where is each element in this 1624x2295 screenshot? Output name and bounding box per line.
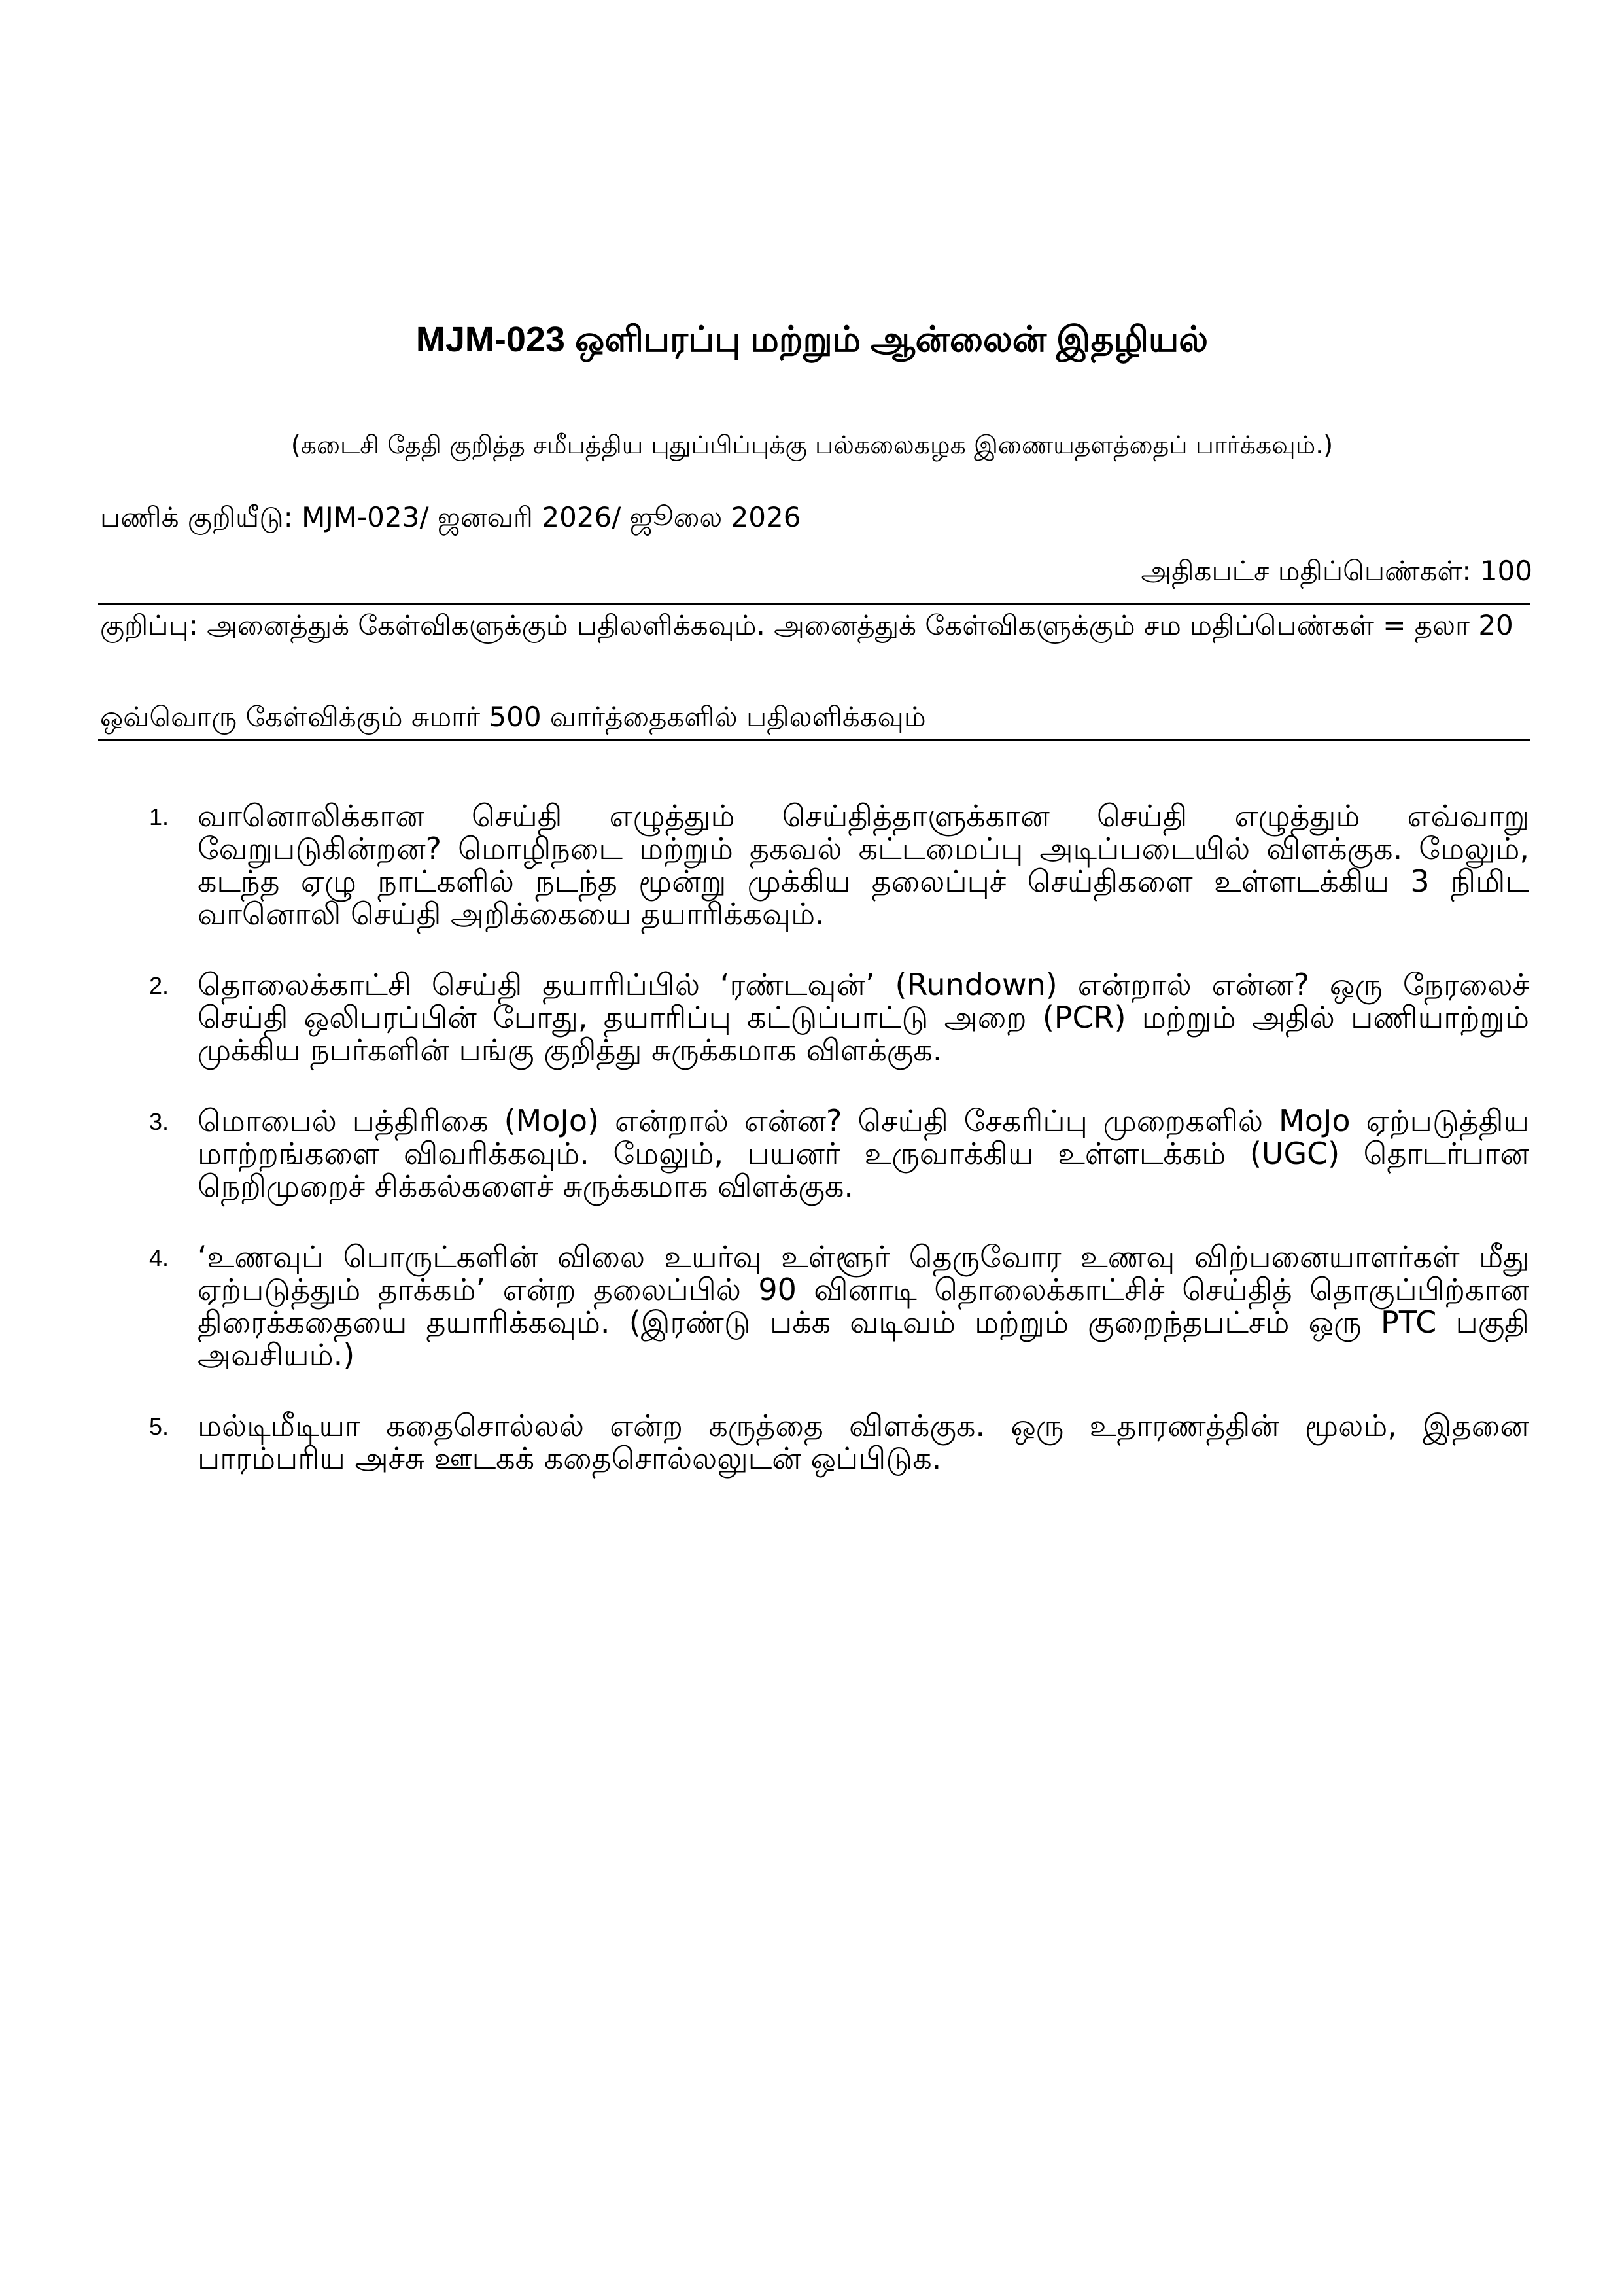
- question-number: 1.: [149, 803, 169, 830]
- question-item-2: [0, 968, 1624, 1066]
- question-number: 4.: [149, 1244, 169, 1271]
- deadline-note: (கடைசி தேதி குறித்த சமீபத்திய புதுப்பிப்புக்கு பல்கலைகழக இணையதளத்தைப் பார்க்கவும்.): [290, 430, 1334, 459]
- assignment-code: பணிக் குறியீடு: MJM-023/ ஜனவரி 2026/ ஜூலை 2026: [100, 501, 801, 533]
- question-number: 2.: [149, 972, 169, 999]
- instructions-note: குறிப்பு: அனைத்துக் கேள்விகளுக்கும் பதிலளிக்கவும். அனைத்துக் கேள்விகளுக்கும் சம மதிப்பெண்கள் = தலா 20: [100, 609, 1513, 641]
- question-item-4: [0, 1240, 1624, 1371]
- question-list: [0, 799, 1624, 1513]
- top-divider: [98, 603, 1530, 605]
- max-marks: அதிகபட்ச மதிப்பெண்கள்: 100: [1141, 555, 1532, 587]
- question-text: மல்டிமீடியா கதைசொல்லல் என்ற கருத்தை விளக்குக. ஒரு உதாரணத்தின் மூலம், இதனை பாரம்பரிய அச்சு ஊடகக் கதைசொல்லலுடன் ஒப்பிடுக.: [198, 1408, 1529, 1476]
- question-item-3: [0, 1104, 1624, 1202]
- question-item-5: [0, 1409, 1624, 1475]
- word-limit-note: ஒவ்வொரு கேள்விக்கும் சுமார் 500 வார்த்தைகளில் பதிலளிக்கவும்: [100, 701, 926, 733]
- question-number: 3.: [149, 1108, 169, 1135]
- question-text: தொலைக்காட்சி செய்தி தயாரிப்பில் ‘ரண்டவுன்’ (Rundown) என்றால் என்ன? ஒரு நேரலைச் செய்தி ஒலிபரப்பின் போது, தயாரிப்பு கட்டுப்பாட்டு அறை (PCR) மற்றும் அதில் பணியாற்றும் முக்கிய நபர்களின் பங்கு குறித்து சுருக்கமாக விளக்குக.: [198, 967, 1530, 1068]
- question-item-1: [0, 799, 1624, 930]
- question-number: 5.: [149, 1413, 169, 1440]
- question-text: மொபைல் பத்திரிகை (MoJo) என்றால் என்ன? செய்தி சேகரிப்பு முறைகளில் MoJo ஏற்படுத்திய மாற்றங்களை விவரிக்கவும். மேலும், பயனர் உருவாக்கிய உள்ளடக்கம் (UGC) தொடர்பான நெறிமுறைச் சிக்கல்களைச் சுருக்கமாக விளக்குக.: [198, 1103, 1529, 1204]
- bottom-divider: [98, 739, 1530, 741]
- page-title: MJM-023 ஒளிபரப்பு மற்றும் ஆன்லைன் இதழியல்: [415, 320, 1209, 359]
- question-text: ‘உணவுப் பொருட்களின் விலை உயர்வு உள்ளூர் தெருவோர உணவு விற்பனையாளர்கள் மீது ஏற்படுத்தும் தாக்கம்’ என்ற தலைப்பில் 90 வினாடி தொலைக்காட்சிச் செய்தித் தொகுப்பிற்கான திரைக்கதையை தயாரிக்கவும். (இரண்டு பக்க வடிவம் மற்றும் குறைந்தபட்சம் ஒரு PTC பகுதி அவசியம்.): [198, 1239, 1529, 1373]
- question-text: வானொலிக்கான செய்தி எழுத்தும் செய்தித்தாளுக்கான செய்தி எழுத்தும் எவ்வாறு வேறுபடுகின்றன? மொழிநடை மற்றும் தகவல் கட்டமைப்பு அடிப்படையில் விளக்குக. மேலும், கடந்த ஏழு நாட்களில் நடந்த மூன்று முக்கிய தலைப்புச் செய்திகளை உள்ளடக்கிய 3 நிமிட வானொலி செய்தி அறிக்கையை தயாரிக்கவும்.: [198, 798, 1529, 932]
